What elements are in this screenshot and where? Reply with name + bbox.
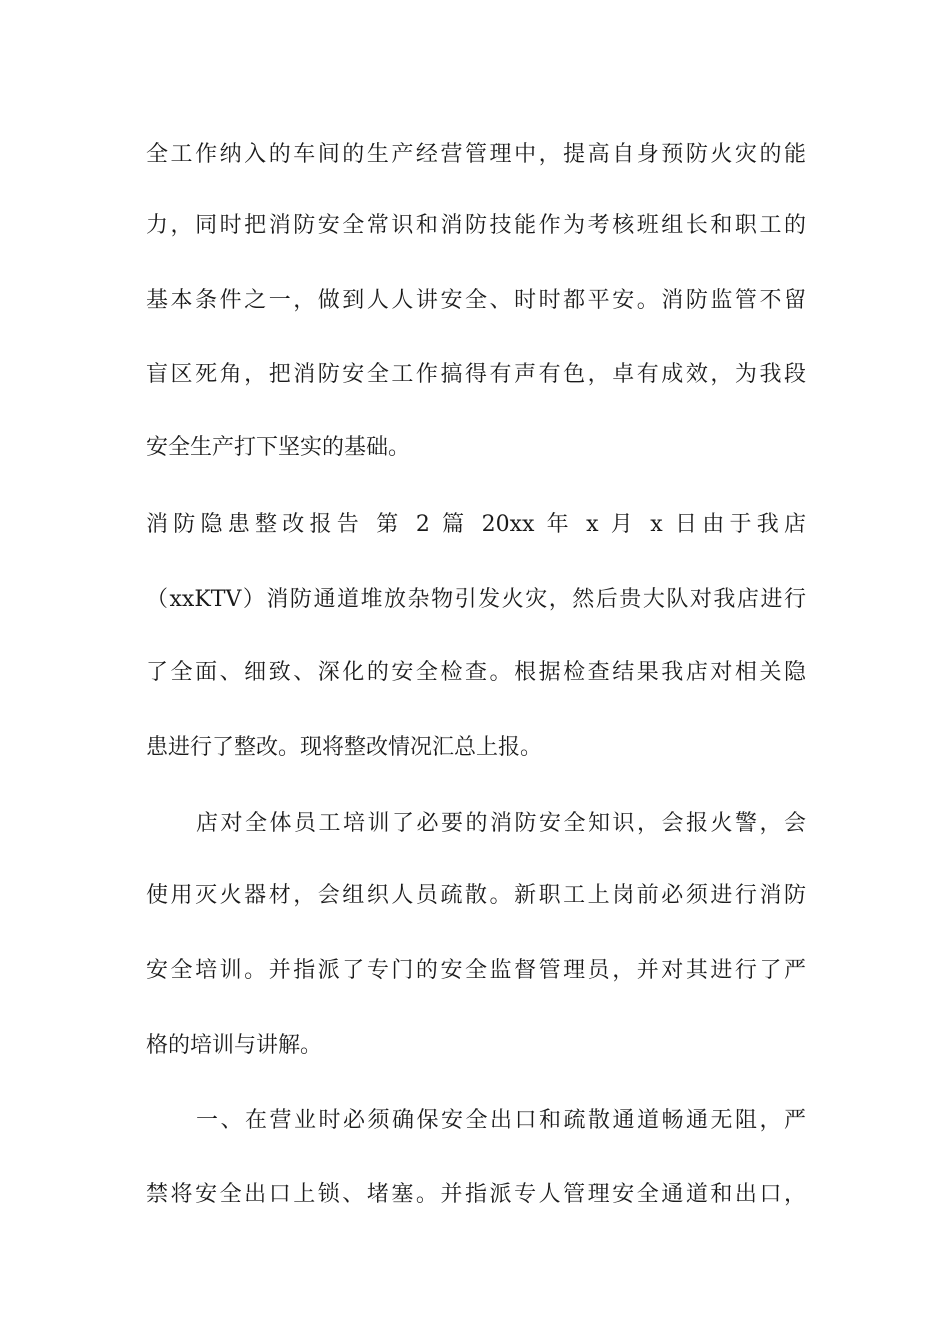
text-line: 基本条件之一，做到人人讲安全、时时都平安。消防监管不留 — [146, 288, 806, 313]
text-line: 力，同时把消防安全常识和消防技能作为考核班组长和职工的 — [146, 213, 806, 238]
text-line: 安全生产打下坚实的基础。 — [146, 435, 411, 460]
text-line: 安全培训。并指派了专门的安全监督管理员，并对其进行了严 — [146, 958, 806, 983]
paragraph-first-line: 店对全体员工培训了必要的消防安全知识，会报火警，会 — [196, 811, 806, 836]
text-line: 了全面、细致、深化的安全检查。根据检查结果我店对相关隐 — [146, 660, 806, 685]
text-line: 患进行了整改。现将整改情况汇总上报。 — [146, 735, 543, 760]
text-line: 禁将安全出口上锁、堵塞。并指派专人管理安全通道和出口， — [146, 1182, 806, 1207]
text-line: （xxKTV）消防通道堆放杂物引发火灾，然后贵大队对我店进行 — [146, 587, 806, 612]
text-line: 盲区死角，把消防安全工作搞得有声有色，卓有成效，为我段 — [146, 362, 806, 387]
text-line: 使用灭火器材，会组织人员疏散。新职工上岗前必须进行消防 — [146, 883, 806, 908]
paragraph-first-line: 一、在营业时必须确保安全出口和疏散通道畅通无阻，严 — [196, 1108, 806, 1133]
section-heading-line: 消防隐患整改报告 第 2 篇 20xx 年 x 月 x 日由于我店 — [146, 512, 806, 537]
text-line: 全工作纳入的车间的生产经营管理中，提高自身预防火灾的能 — [146, 142, 806, 167]
text-line: 格的培训与讲解。 — [146, 1033, 323, 1058]
